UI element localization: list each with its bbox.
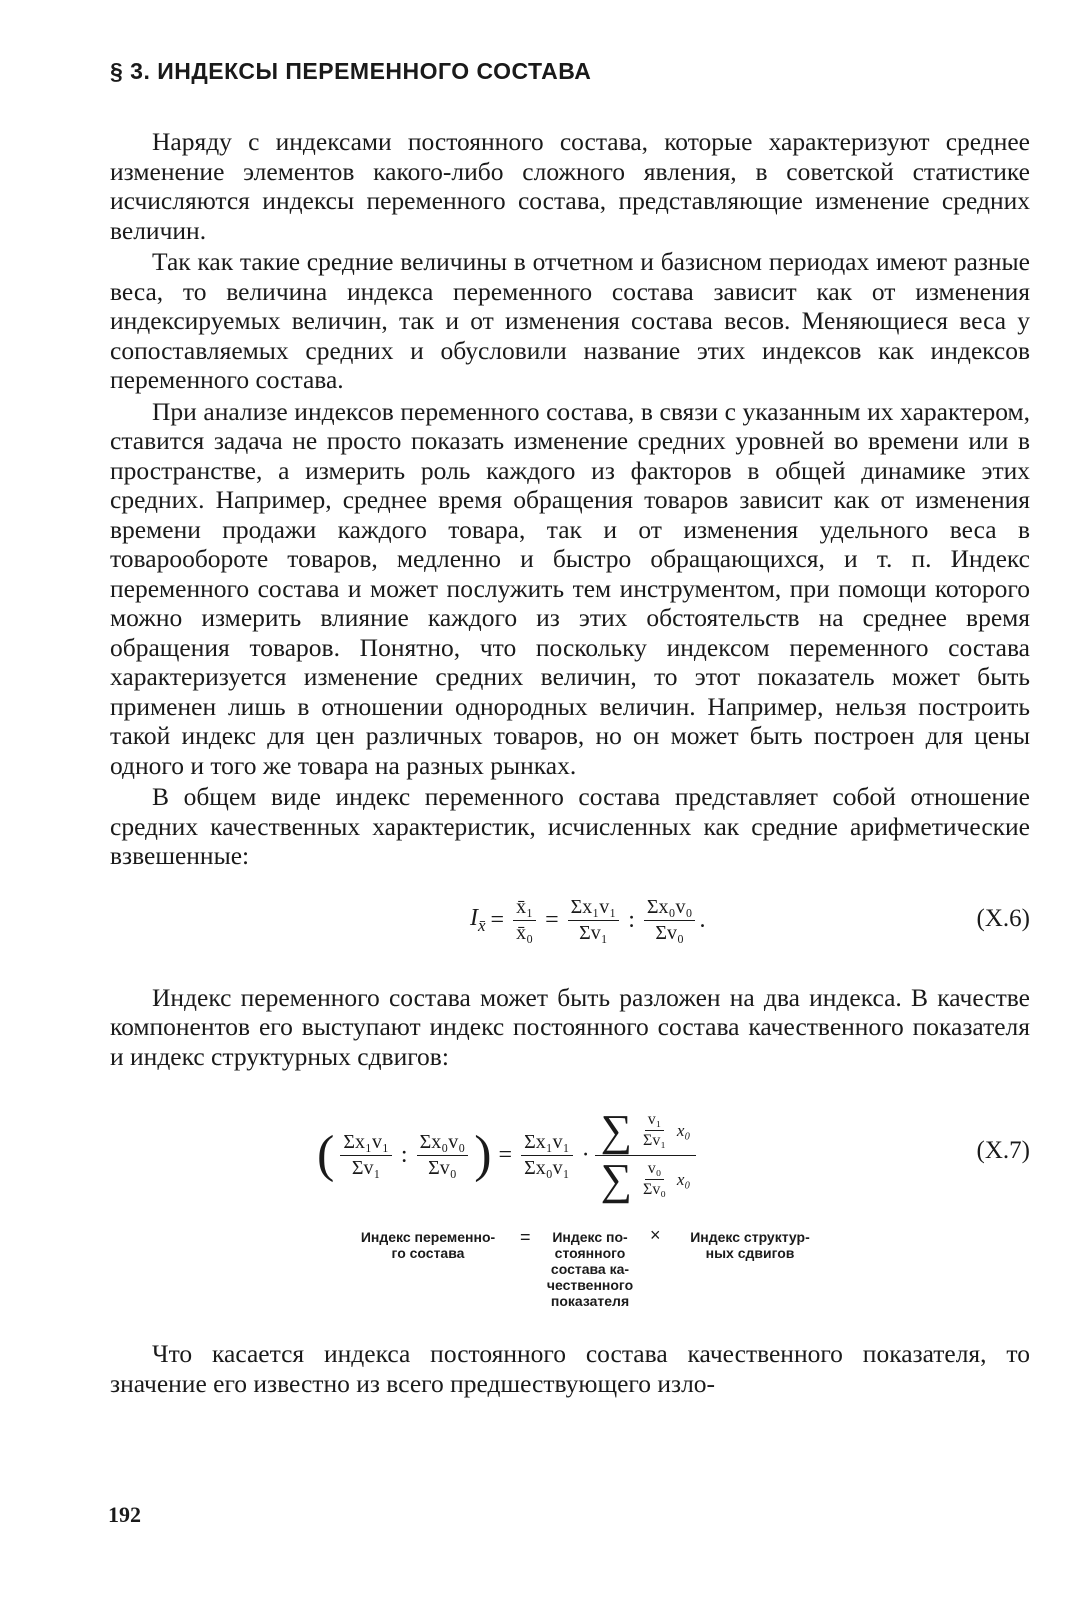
page-content [110,58,1030,1398]
equation-number-x7: (X.7) [976,1137,1030,1164]
formula-lhs: $I_{x̄}$ [470,905,486,935]
fraction-structural-index: ∑ $\frac{\text{v₁}}{\text{Σv₁}}$ x₀ ∑ $\frac{\text{v₀}}{\text{Σv₀}}$ x₀ [595,1107,697,1204]
left-paren: ( [317,1126,335,1183]
caption-equals: = [520,1227,531,1247]
fraction-base: $\frac{\text{Σx₀v₀}}{\text{Σv₀}}$ [644,896,696,945]
fraction-reporting: $\frac{\text{Σx₁v₁}}{\text{Σv₁}}$ [568,896,620,945]
paragraph-3: При анализе индексов переменного состава, в связи с указанным их характером, ставится задача не просто показать изменение средних уровней во времени или в пространстве, а измерить роль каждого из факторов в общей динамике этих средних. Например, среднее время обращения товаров зависит как от изменения времени продажи каждого товара, так и от изменения удельного веса в товарообороте товаров, медленно и быстро обращающихся, и т. п. Индекс переменного состава и может послужить тем инструментом, при помощи которого можно измерить влияние каждого из этих обстоятельств на среднее время обращения товаров. Понятно, что поскольку индексом переменного состава характеризуется изменение средних величин, то этот показатель может быть применен лишь в отношении однородных величин. Например, нельзя построить такой индекс для цен различных товаров, но он может быть построен для цены одного и того же товара на разных рынках. [110,396,1030,780]
formula-x7: ( $\frac{\text{Σx₁v₁}}{\text{Σv₁}}$ : $\frac{\text{Σx₀v₀}}{\text{Σv₀}}$ ) = $\frac{\text{Σx₁v₁}}{\text{Σx₀v₁}}$ · ∑ $\frac{\text{v₁}}{\text{Σv₁}}$ x₀ ∑ $\frac{\text{v₀}}{\text{Σv₀}}$ x₀ (X.7) [317,1105,1030,1204]
caption-constant-index: Индекс по- стоянного состава ка- чественного показателя [546,1229,634,1309]
caption-times: × [650,1225,661,1245]
section-heading: § 3. ИНДЕКСЫ ПЕРЕМЕННОГО СОСТАВА [110,58,592,84]
formula-x6: $I_{x̄}$ = $\frac{\text{x̄₁}}{\text{x̄₀}}$ = $\frac{\text{Σx₁v₁}}{\text{Σv₁}}$ : $\frac{\text{Σx₀v₀}}{\text{Σv₀}}$ . (X.6) [470,896,1030,944]
caption-variable-index: Индекс переменно- го состава [360,1229,496,1261]
fraction-means: $\frac{\text{x̄₁}}{\text{x̄₀}}$ [513,896,536,945]
equals-sign: = [490,907,505,933]
colon-sign: : [628,907,635,933]
paragraph-6: Что касается индекса постоянного состава качественного показателя, то значение его известно из всего предшествующего изло- [110,1339,1030,1398]
right-paren: ) [474,1126,492,1183]
paragraph-5: Индекс переменного состава может быть разложен на два индекса. В качестве компонентов его выступают индекс постоянного состава качественного показателя и индекс структурных сдвигов: [110,982,1030,1071]
paragraph-4: В общем виде индекс переменного состава представляет собой отношение средних качественных характеристик, исчисленных как средние арифметические взвешенные: [110,782,1030,870]
paragraph-1: Наряду с индексами постоянного состава, которые характеризуют среднее изменение элементов какого-либо сложного явления, в советской статистике исчисляются индексы переменного состава, представляющие изменение средних величин. [110,127,1030,245]
paragraph-2: Так как такие средние величины в отчетном и базисном периодах имеют разные веса, то величина индекса переменного состава зависит как от изменения индексируемых величин, так и от изменения состава весов. Меняющиеся веса у сопоставляемых средних и обусловили название этих индексов как индексов переменного состава. [110,247,1030,394]
formula-captions [110,1225,1030,1321]
equation-number-x6: (X.6) [976,904,1030,932]
page-number: 192 [108,1502,141,1527]
fraction-constant-index: $\frac{\text{Σx₁v₁}}{\text{Σx₀v₁}}$ [521,1131,573,1180]
caption-structural-index: Индекс структур- ных сдвигов [690,1229,810,1261]
